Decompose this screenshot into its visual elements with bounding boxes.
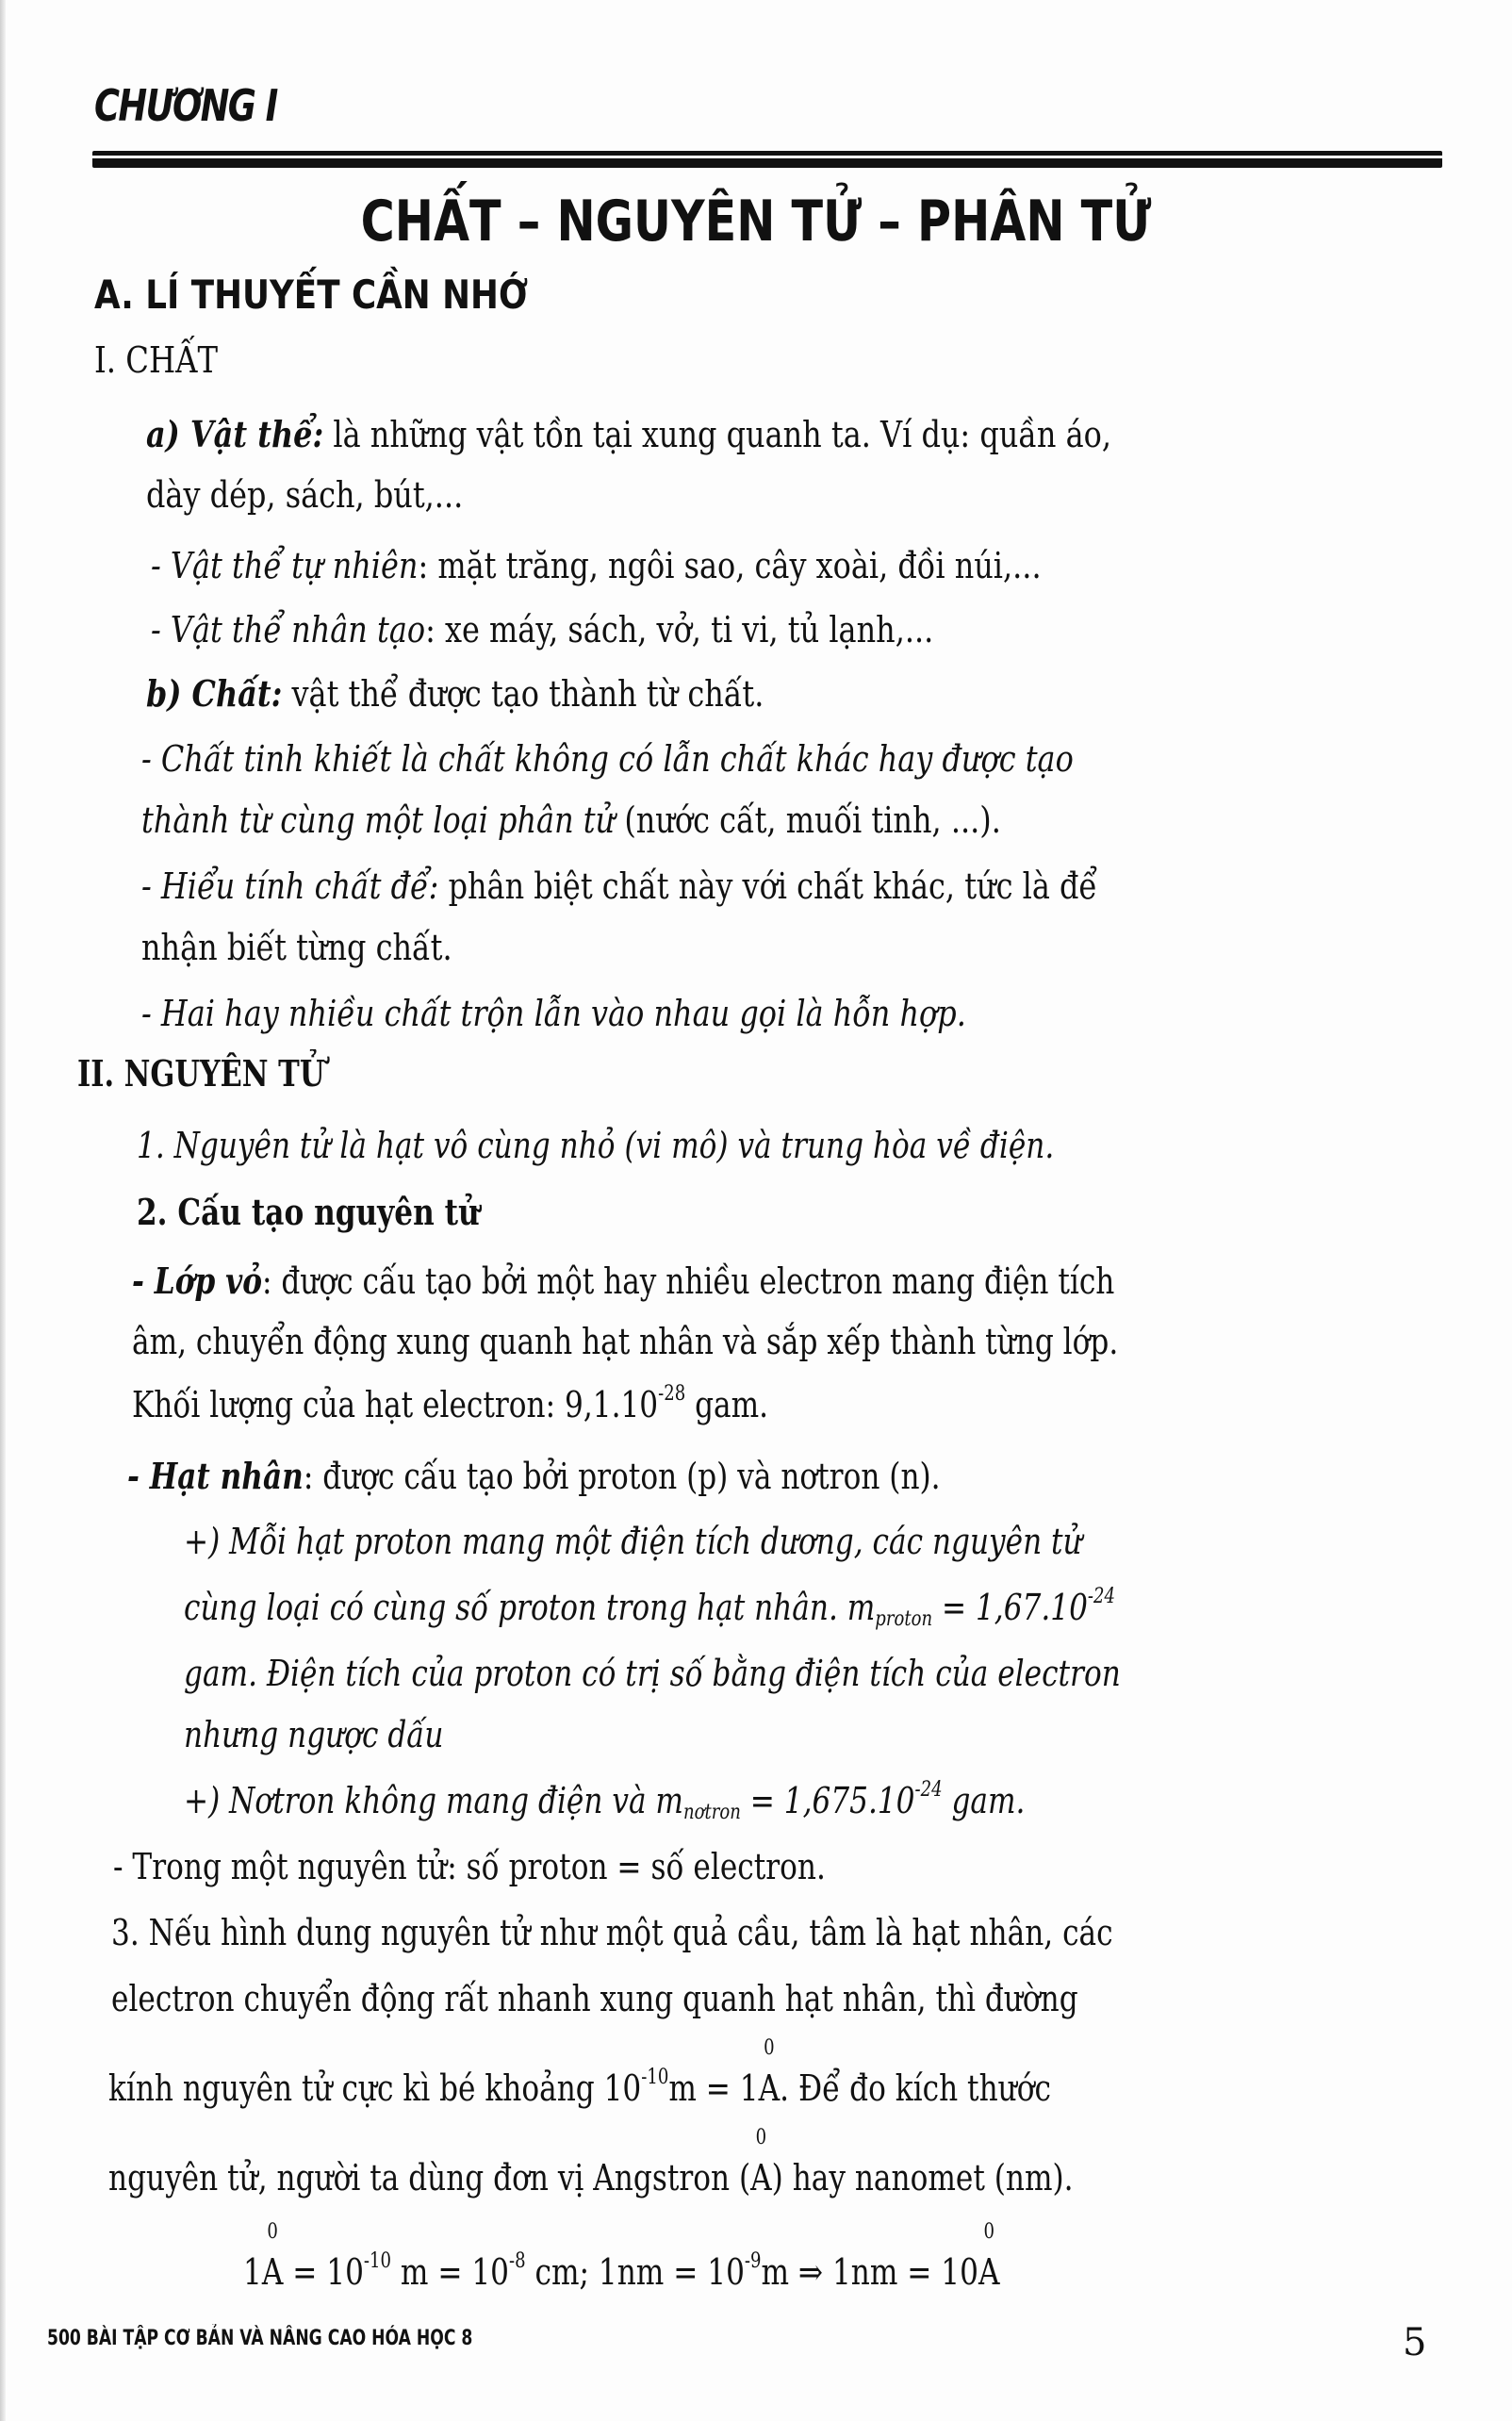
text-pure-substance-cont <box>141 801 1001 841</box>
text-shell-cont: âm, chuyển động xung quanh hạt nhân và sắp xếp thành từng lớp. <box>132 1321 1119 1362</box>
diameter-exponent: -10 <box>641 2066 669 2089</box>
formula-exponent: -9 <box>744 2249 762 2273</box>
text-nucleus <box>127 1457 941 1497</box>
text-natural: : mặt trăng, ngôi sao, cây xoài, đồi núi,... <box>418 545 1042 586</box>
formula-exponent: -10 <box>363 2249 391 2273</box>
text-proton-1: +) Mỗi hạt proton mang một điện tích dương, các nguyên tử <box>184 1521 1082 1562</box>
part1-heading <box>94 341 218 381</box>
term-properties: - Hiểu tính chất để: <box>141 865 439 907</box>
list-item-natural <box>151 547 1042 586</box>
neutron-subscript: nơtron <box>682 1801 741 1824</box>
conversion-formula <box>243 2249 1000 2293</box>
text-proton-3: gam. Điện tích của proton có trị số bằng điện tích của electron <box>184 1653 1121 1694</box>
text-electron-mass <box>132 1382 769 1425</box>
paragraph-vat-the <box>146 415 1111 455</box>
term-nucleus: - Hạt nhân <box>127 1455 304 1497</box>
unit-text-end: ) hay nanomet (nm). <box>771 2157 1074 2199</box>
angstrom-symbol: 0 A <box>978 2253 1000 2293</box>
text-item1: 1. Nguyên tử là hạt vô cùng nhỏ (vi mô) và trung hòa về điện. <box>137 1125 1055 1166</box>
proton-mass-value: = 1,67.10 <box>932 1587 1088 1628</box>
term-chat: b) Chất: <box>146 672 283 715</box>
text-properties <box>141 867 1097 907</box>
text-shell <box>132 1261 1114 1302</box>
text-item3-4 <box>108 2159 1074 2199</box>
text-item3-2: electron chuyển động rất nhanh xung quanh hạt nhân, thì đường <box>111 1978 1078 2019</box>
text-item3-3 <box>108 2066 1051 2109</box>
term-shell: - Lớp vỏ <box>132 1260 263 1302</box>
section-a-heading: A. LÍ THUYẾT CẦN NHỚ <box>94 272 529 318</box>
neutron-mass-exponent: -24 <box>914 1778 943 1802</box>
text-chat: vật thể được tạo thành từ chất. <box>282 673 764 715</box>
term-natural: - Vật thể tự nhiên <box>151 545 419 586</box>
paragraph-chat <box>146 674 764 715</box>
chapter-divider <box>92 151 1442 168</box>
term-artificial: - Vật thể nhân tạo <box>151 609 426 651</box>
proton-mass-exponent: -24 <box>1087 1585 1115 1608</box>
text-proton-4: nhưng ngược dấu <box>184 1714 444 1755</box>
proton-text: cùng loại có cùng số proton trong hạt nhân. m <box>184 1587 876 1628</box>
pure-italic: thành từ cùng một loại phân tử <box>141 799 616 841</box>
page-edge-shadow <box>0 0 6 2421</box>
text-vat-the: là những vật tồn tại xung quanh ta. Ví dụ: quần áo, <box>323 414 1111 455</box>
angstrom-symbol: 0 A <box>759 2069 781 2109</box>
neutron-mass-value: = 1,675.10 <box>740 1780 915 1821</box>
pure-examples: (nước cất, muối tinh, ...). <box>615 799 1001 841</box>
neutron-mass-unit: gam. <box>942 1780 1026 1821</box>
nucleus-text: : được cấu tạo bởi proton (p) và nơtron (n). <box>303 1456 941 1497</box>
formula-part: = 10 <box>283 2251 364 2293</box>
unit-text: nguyên tử, người ta dùng đơn vị Angstron ( <box>108 2157 751 2199</box>
formula-part: 1 <box>243 2251 262 2293</box>
text-properties-cont: nhận biết từng chất. <box>141 927 452 968</box>
formula-part: m = 10 <box>390 2251 510 2293</box>
text-vat-the-cont: dày dép, sách, bút,... <box>146 474 464 516</box>
formula-exponent: -8 <box>509 2249 526 2273</box>
angstrom-symbol: 0 A <box>750 2159 772 2199</box>
proton-subscript: proton <box>875 1607 933 1631</box>
text-neutron <box>184 1778 1026 1824</box>
diameter-equals: m = 1 <box>668 2067 759 2109</box>
page-number: 5 <box>1403 2321 1427 2364</box>
text-artificial: : xe máy, sách, vở, ti vi, tủ lạnh,... <box>425 609 934 651</box>
measure-text: . Để đo kích thước <box>780 2067 1051 2109</box>
neutron-text: +) Nơtron không mang điện và m <box>184 1780 683 1821</box>
term-vat-the: a) Vật thể: <box>146 413 324 455</box>
list-item-artificial <box>151 611 933 651</box>
text-pure-substance: - Chất tinh khiết là chất không có lẫn chất khác hay được tạo <box>141 738 1074 780</box>
item2-heading: 2. Cấu tạo nguyên tử <box>137 1191 480 1233</box>
part1-heading-text: I. CHẤT <box>94 339 219 381</box>
diameter-text: kính nguyên tử cực kì bé khoảng 10 <box>108 2067 642 2109</box>
text-proton-equals-electron: - Trong một nguyên tử: số proton = số electron. <box>113 1846 826 1887</box>
angstrom-symbol: 0 A <box>262 2253 284 2293</box>
formula-part: cm; 1nm = 10 <box>525 2251 745 2293</box>
part2-heading: II. NGUYÊN TỬ <box>77 1052 325 1095</box>
formula-part: m ⇒ 1nm = 10 <box>761 2251 978 2293</box>
chapter-label: CHƯƠNG I <box>94 80 277 131</box>
text-item3-1: 3. Nếu hình dung nguyên tử như một quả cầu, tâm là hạt nhân, các <box>111 1912 1113 1953</box>
electron-mass-label: Khối lượng của hạt electron: 9,1.10 <box>132 1384 659 1425</box>
text-mixture: - Hai hay nhiều chất trộn lẫn vào nhau gọi là hỗn hợp. <box>141 993 966 1034</box>
electron-mass-unit: gam. <box>685 1384 769 1425</box>
chapter-title: CHẤT – NGUYÊN TỬ – PHÂN TỬ <box>360 189 1152 255</box>
electron-mass-exponent: -28 <box>658 1382 686 1406</box>
properties-text: phân biệt chất này với chất khác, tức là để <box>438 865 1098 907</box>
footer-book-title: 500 BÀI TẬP CƠ BẢN VÀ NÂNG CAO HÓA HỌC 8 <box>47 2327 473 2350</box>
shell-text: : được cấu tạo bởi một hay nhiều electron mang điện tích <box>262 1260 1115 1302</box>
text-proton-2 <box>184 1585 1115 1631</box>
